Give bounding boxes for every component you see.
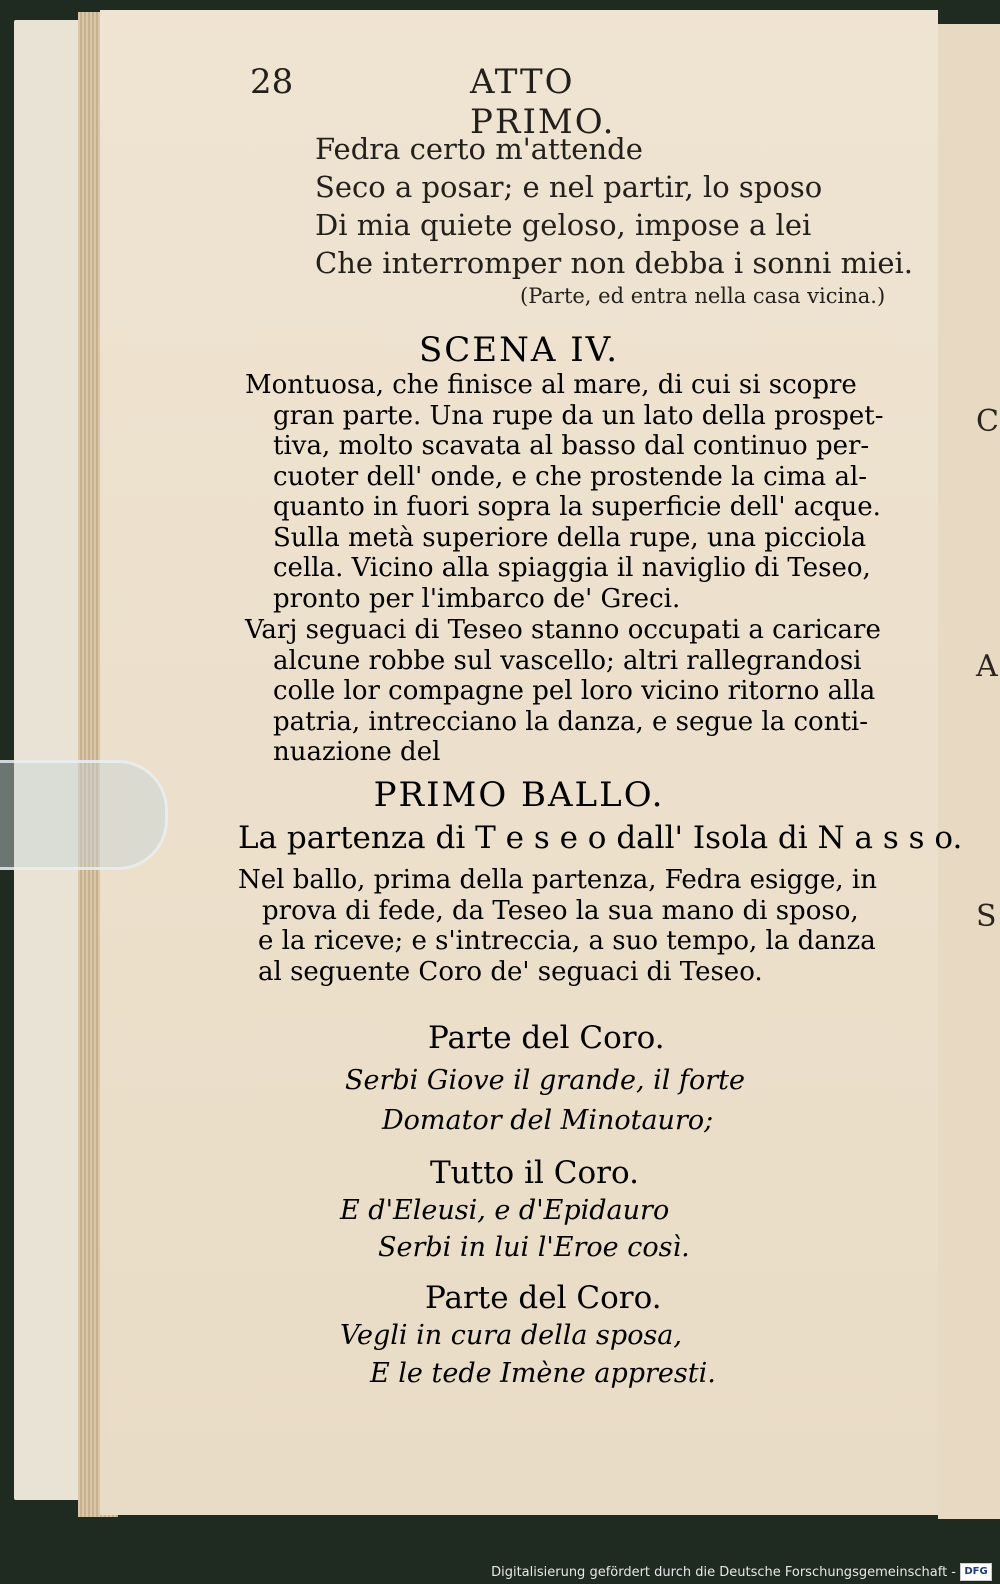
paragraph-line: quanto in fuori sopra la superficie dell' acque. (273, 492, 881, 522)
paragraph-line: Sulla metà superiore della rupe, una picciola (273, 522, 867, 553)
clear-bookmark (0, 760, 168, 870)
paragraph-line: nuazione del (273, 737, 441, 767)
scene-heading: SCENA IV. (418, 330, 620, 370)
chorus-line: Serbi Giove il grande, il forte (345, 1065, 745, 1096)
chorus-heading: Parte del Coro. (428, 1020, 665, 1056)
verse-line: Di mia quiete geloso, impose a lei (315, 208, 812, 242)
paragraph-line: al seguente Coro de' seguaci di Teseo. (258, 956, 763, 987)
chorus-heading: Parte del Coro. (425, 1280, 662, 1316)
facing-page-fragment (938, 24, 1000, 1519)
running-title: ATTO PRIMO. (470, 62, 616, 142)
paragraph-line: Montuosa, che finisce al mare, di cui si scopre (245, 370, 857, 400)
paragraph-line: tiva, molto scavata al basso dal continuo per- (273, 431, 870, 461)
paragraph-line: e la riceve; e s'intreccia, a suo tempo, la danza (258, 926, 876, 956)
ballo-title: La partenza di T e s e o dall' Isola di N a s s o. (238, 820, 963, 856)
ballo-heading: PRIMO BALLO. (373, 775, 665, 815)
chorus-line: E le tede Imène appresti. (370, 1358, 716, 1389)
running-head (250, 62, 616, 142)
verse-line: Seco a posar; e nel partir, lo sposo (315, 170, 823, 204)
paragraph-line: prova di fede, da Teseo la sua mano di sposo, (262, 895, 859, 926)
ballo-paragraph (238, 865, 888, 987)
chorus-line: Vegli in cura della sposa, (340, 1320, 682, 1351)
chorus-heading: Tutto il Coro. (430, 1155, 639, 1191)
paragraph-line: alcune robbe sul vascello; altri rallegrandosi (273, 645, 862, 676)
paragraph-line: gran parte. Una rupe da un lato della prospet- (273, 400, 884, 431)
chorus-line: E d'Eleusi, e d'Epidauro (340, 1195, 670, 1226)
digitization-credit: Digitalisierung gefördert durch die Deutsche Forschungsgemeinschaft - (491, 1565, 956, 1580)
dfg-logo: DFG (960, 1563, 992, 1581)
paragraph-line: colle lor compagne pel loro vicino ritorno alla (273, 676, 876, 706)
chorus-line: Domator del Minotauro; (382, 1105, 714, 1136)
facing-glyph: S (976, 899, 997, 934)
paragraph-line: cella. Vicino alla spiaggia il naviglio di Teseo, (273, 553, 871, 583)
verse-line: Fedra certo m'attende (315, 132, 643, 166)
facing-glyph: A (976, 649, 998, 684)
paragraph-line: Varj seguaci di Teseo stanno occupati a caricare (245, 615, 881, 645)
verse-line: Che interromper non debba i sonni miei. (315, 246, 914, 280)
paragraph-line: pronto per l'imbarco de' Greci. (273, 583, 681, 614)
paragraph-line: patria, intrecciano la danza, e segue la conti- (273, 706, 869, 737)
paragraph-line: cuoter dell' onde, e che prostende la cima al- (273, 461, 868, 492)
facing-glyph: C (976, 404, 999, 439)
scene-description (245, 370, 890, 614)
followers-paragraph (245, 615, 890, 768)
page-number: 28 (250, 62, 294, 102)
stage-direction: (Parte, ed entra nella casa vicina.) (520, 284, 886, 308)
chorus-line: Serbi in lui l'Eroe così. (378, 1232, 690, 1263)
paragraph-line: Nel ballo, prima della partenza, Fedra esigge, in (238, 865, 877, 895)
